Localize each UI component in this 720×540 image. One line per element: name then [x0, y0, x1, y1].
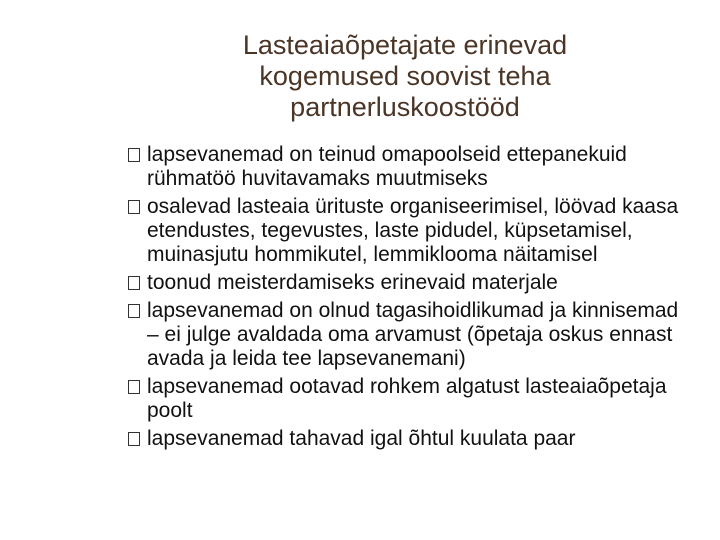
hollow-square-icon [128, 304, 140, 318]
hollow-square-icon [128, 276, 140, 290]
list-item [128, 299, 688, 371]
list-item [128, 375, 688, 423]
hollow-square-icon [128, 200, 140, 214]
bullet-text: lapsevanemad tahavad igal õhtul kuulata paar [147, 427, 576, 450]
bullet-text: lapsevanemad ootavad rohkem algatust lasteaiaõpetaja poolt [147, 375, 667, 422]
bullet-text: lapsevanemad on teinud omapoolseid ettepanekuid rühmatöö huvitavamaks muutmiseks [147, 143, 627, 190]
slide-title: Lasteaiaõpetajate erinevad kogemused soovist teha partnerluskoostööd [242, 30, 568, 122]
list-item [128, 143, 688, 191]
hollow-square-icon [128, 432, 140, 446]
bullet-list [128, 143, 688, 451]
list-item [128, 427, 688, 451]
bullet-text: toonud meisterdamiseks erinevaid materjale [147, 271, 558, 294]
list-item [128, 195, 688, 267]
list-item [128, 271, 688, 295]
hollow-square-icon [128, 148, 140, 162]
hollow-square-icon [128, 380, 140, 394]
bullet-text: lapsevanemad on olnud tagasihoidlikumad ja kinnisemad – ei julge avaldada oma arvamust (õpetaja oskus ennast avada ja leida tee lapsevanemani) [147, 299, 679, 370]
bullet-text: osalevad lasteaia ürituste organiseerimisel, löövad kaasa etendustes, tegevustes, laste pidudel, küpsetamisel, muinasjutu hommikutel, lemmiklooma näitamisel [147, 195, 679, 266]
